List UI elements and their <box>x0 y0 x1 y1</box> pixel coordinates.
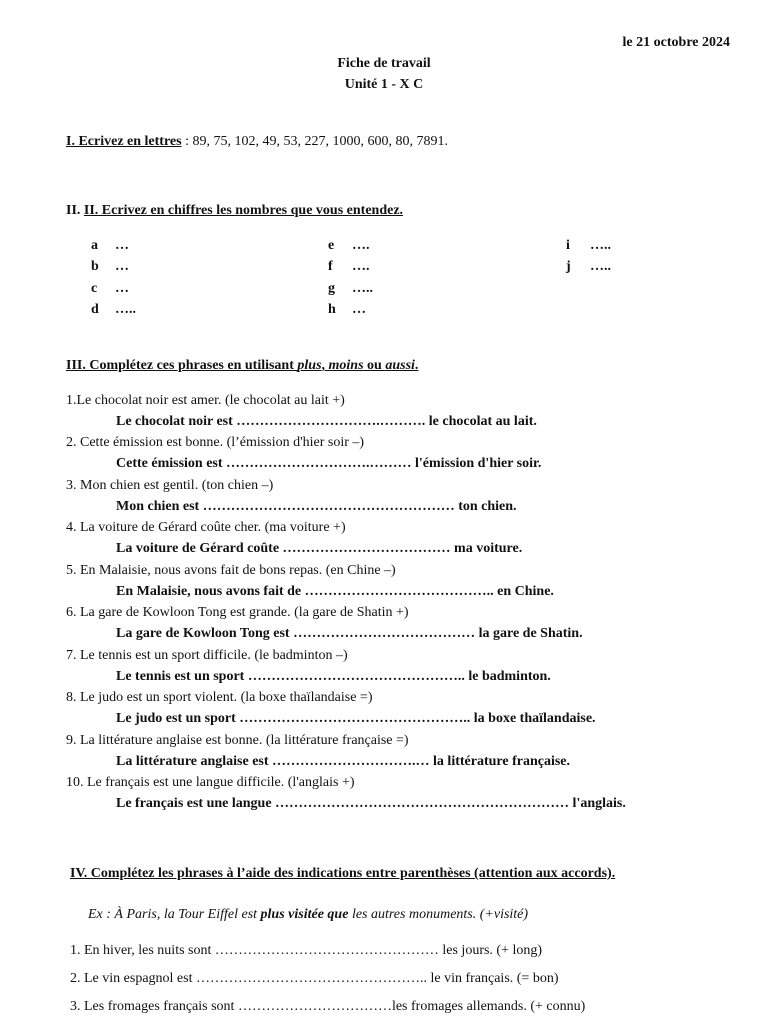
exercise-question: 9. La littérature anglaise est bonne. (la littérature française =) <box>66 733 409 748</box>
section-2-heading-text: II. Ecrivez en chiffres les nombres que vous entendez. <box>83 203 404 218</box>
exercise-answer: Le français est une langue ……………………………………………………… l'anglais. <box>116 796 626 811</box>
grid-item: e …. <box>328 238 370 253</box>
section-3-heading: III. Complétez ces phrases en utilisant plus, moins ou aussi. <box>66 358 419 373</box>
grid-item: d ….. <box>91 302 136 317</box>
exercise-question: 2. Cette émission est bonne. (l’émission d'hier soir –) <box>66 435 365 450</box>
section-1-heading: I. Ecrivez en lettres <box>66 134 182 149</box>
grid-item: b … <box>91 259 129 274</box>
exercise-answer: Cette émission est ………………………….……… l'émission d'hier soir. <box>116 456 542 471</box>
exercise-question: 5. En Malaisie, nous avons fait de bons repas. (en Chine –) <box>66 563 396 578</box>
exercise-question: 1.Le chocolat noir est amer. (le chocolat au lait +) <box>66 393 345 408</box>
section-1-numbers: : 89, 75, 102, 49, 53, 227, 1000, 600, 80, 7891. <box>181 134 448 149</box>
exercise-answer: Le tennis est un sport ……………………………………….. le badminton. <box>116 669 551 684</box>
exercise-answer: La littérature anglaise est ………………………….… la littérature française. <box>116 754 571 769</box>
document-date: le 21 octobre 2024 <box>622 35 730 50</box>
exercise-question: 3. Mon chien est gentil. (ton chien –) <box>66 478 274 493</box>
exercise-item: 2. Le vin espagnol est ………………………………………….. le vin français. (= bon) <box>70 971 559 986</box>
grid-item: a … <box>91 238 129 253</box>
document-unit: Unité 1 - X C <box>344 77 424 92</box>
exercise-item: 1. En hiver, les nuits sont ………………………………………… les jours. (+ long) <box>70 943 543 958</box>
exercise-answer: Le chocolat noir est ………………………….………. le chocolat au lait. <box>116 414 537 429</box>
exercise-answer: En Malaisie, nous avons fait de ………………………………….. en Chine. <box>116 584 554 599</box>
exercise-question: 6. La gare de Kowloon Tong est grande. (la gare de Shatin +) <box>66 605 409 620</box>
exercise-answer: La voiture de Gérard coûte ……………………………… ma voiture. <box>116 541 523 556</box>
exercise-answer: Le judo est un sport ………………………………………….. la boxe thaïlandaise. <box>116 711 596 726</box>
grid-item: j ….. <box>566 259 611 274</box>
grid-item: h … <box>328 302 366 317</box>
grid-item: c … <box>91 281 129 296</box>
exercise-answer: Mon chien est ……………………………………………… ton chien. <box>116 499 517 514</box>
section-2-heading: II. II. Ecrivez en chiffres les nombres que vous entendez. <box>66 203 404 218</box>
grid-item: g ….. <box>328 281 373 296</box>
section-4-example: Ex : À Paris, la Tour Eiffel est plus visitée que les autres monuments. (+visité) <box>88 907 529 922</box>
exercise-answer: La gare de Kowloon Tong est ………………………………… la gare de Shatin. <box>116 626 583 641</box>
exercise-question: 8. Le judo est un sport violent. (la boxe thaïlandaise =) <box>66 690 373 705</box>
document-title: Fiche de travail <box>337 56 431 71</box>
section-1 <box>66 134 448 150</box>
exercise-item: 3. Les fromages français sont ……………………………les fromages allemands. (+ connu) <box>70 999 586 1014</box>
exercise-question: 7. Le tennis est un sport difficile. (le badminton –) <box>66 648 348 663</box>
grid-item: f …. <box>328 259 370 274</box>
section-4-heading: IV. Complétez les phrases à l’aide des indications entre parenthèses (attention aux accords). <box>70 866 616 881</box>
exercise-question: 4. La voiture de Gérard coûte cher. (ma voiture +) <box>66 520 346 535</box>
exercise-question: 10. Le français est une langue difficile. (l'anglais +) <box>66 775 355 790</box>
grid-item: i ….. <box>566 238 611 253</box>
